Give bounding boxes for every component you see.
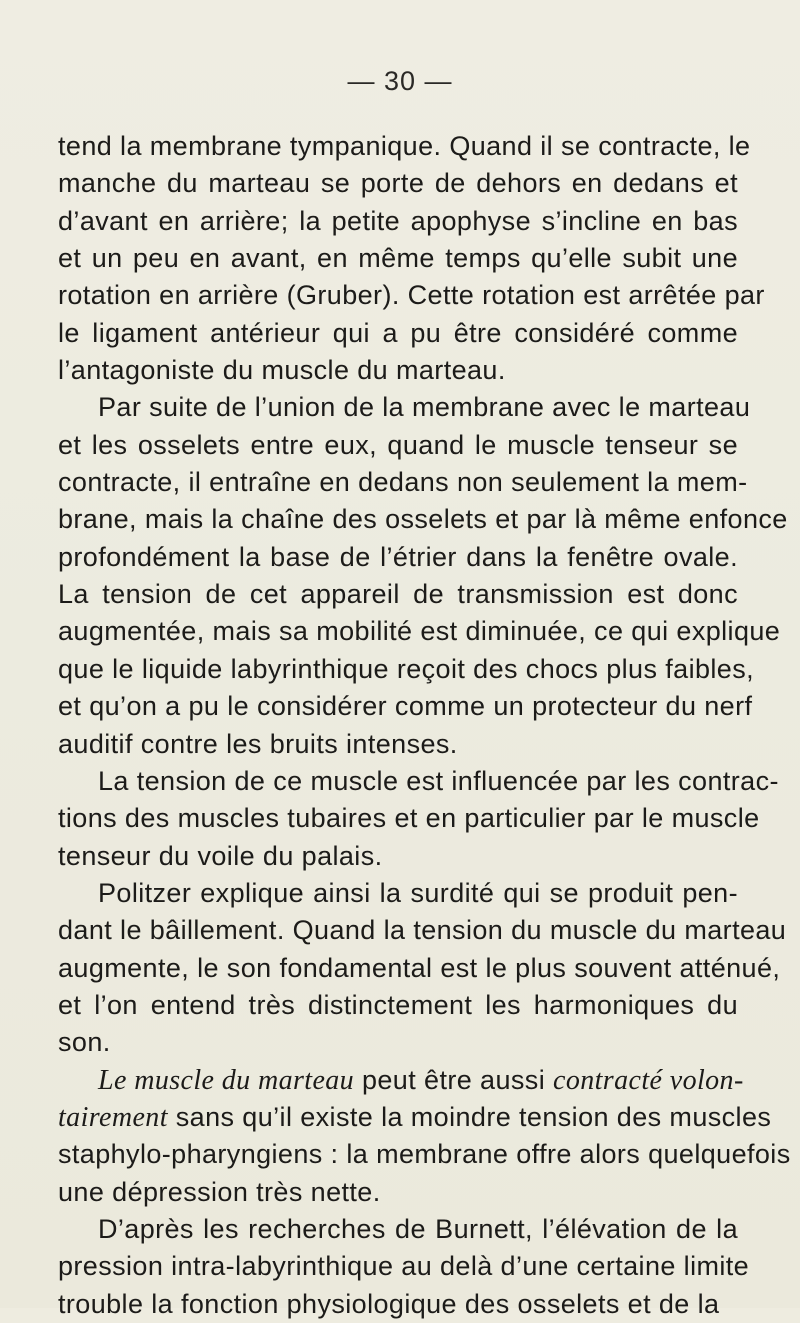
text-line: augmentée, mais sa mobilité est diminuée, ce qui explique — [58, 616, 781, 647]
text-line: La tension de cet appareil de transmission est donc — [58, 579, 738, 610]
text-line: pression intra-labyrinthique au delà d’une certaine limite — [58, 1251, 750, 1282]
text-line: l’antagoniste du muscle du marteau. — [58, 355, 506, 386]
text-line: tions des muscles tubaires et en particulier par le muscle — [58, 803, 760, 834]
text-line: D’après les recherches de Burnett, l’élévation de la — [98, 1213, 738, 1244]
italic-phrase: contracté volon- — [553, 1064, 744, 1096]
text-line: tenseur du voile du palais. — [58, 840, 383, 871]
text-line: son. — [58, 1027, 111, 1058]
text-line: trouble la fonction physiologique des osselets et de la — [58, 1288, 720, 1319]
text-line: auditif contre les bruits intenses. — [58, 728, 458, 759]
text-line: dant le bâillement. Quand la tension du muscle du marteau — [58, 915, 787, 946]
paragraph-1 — [58, 128, 765, 389]
text-line: Par suite de l’union de la membrane avec le marteau — [98, 392, 751, 423]
text-line: une dépression très nette. — [58, 1176, 381, 1207]
text-line-italic — [58, 1062, 744, 1099]
text-line: et les osselets entre eux, quand le muscle tenseur se — [58, 429, 738, 460]
italic-phrase: Le muscle du marteau — [98, 1064, 355, 1096]
paragraph-2 — [58, 389, 788, 762]
text-line: et l’on entend très distinctement les harmoniques du — [58, 989, 738, 1020]
paragraph-5 — [58, 1062, 791, 1211]
text-line: manche du marteau se porte de dehors en dedans et — [58, 168, 738, 199]
text-line: le ligament antérieur qui a pu être considéré comme — [58, 317, 738, 348]
italic-phrase: tairement — [58, 1101, 168, 1133]
text-line: d’avant en arrière; la petite apophyse s’incline en bas — [58, 205, 738, 236]
text-line: brane, mais la chaîne des osselets et par là même enfonce — [58, 504, 788, 535]
text-line: tend la membrane tympanique. Quand il se contracte, le — [58, 131, 751, 161]
text-line: que le liquide labyrinthique reçoit des chocs plus faibles, — [58, 653, 755, 684]
body-text — [58, 128, 791, 1323]
paragraph-4 — [58, 875, 787, 1062]
text-line: Politzer explique ainsi la surdité qui se produit pen- — [98, 877, 738, 908]
paragraph-3 — [58, 763, 779, 875]
text-line: staphylo-pharyngiens : la membrane offre alors quelquefois — [58, 1139, 791, 1170]
text-line: et un peu en avant, en même temps qu’elle subit une — [58, 243, 738, 274]
page-number: — 30 — — [347, 66, 453, 96]
text-line: contracte, il entraîne en dedans non seulement la mem- — [58, 467, 748, 498]
text-line: et qu’on a pu le considérer comme un protecteur du nerf — [58, 691, 753, 722]
text-line: rotation en arrière (Gruber). Cette rotation est arrêtée par — [58, 280, 765, 311]
paragraph-6 — [58, 1211, 750, 1323]
text-fragment: peut être aussi — [354, 1064, 553, 1095]
text-line: augmente, le son fondamental est le plus souvent atténué, — [58, 952, 781, 983]
text-fragment: sans qu’il existe la moindre tension des muscles — [167, 1101, 772, 1132]
text-line — [58, 1099, 772, 1136]
text-line: profondément la base de l’étrier dans la fenêtre ovale. — [58, 541, 738, 572]
text-line: La tension de ce muscle est influencée par les contrac- — [98, 765, 779, 796]
